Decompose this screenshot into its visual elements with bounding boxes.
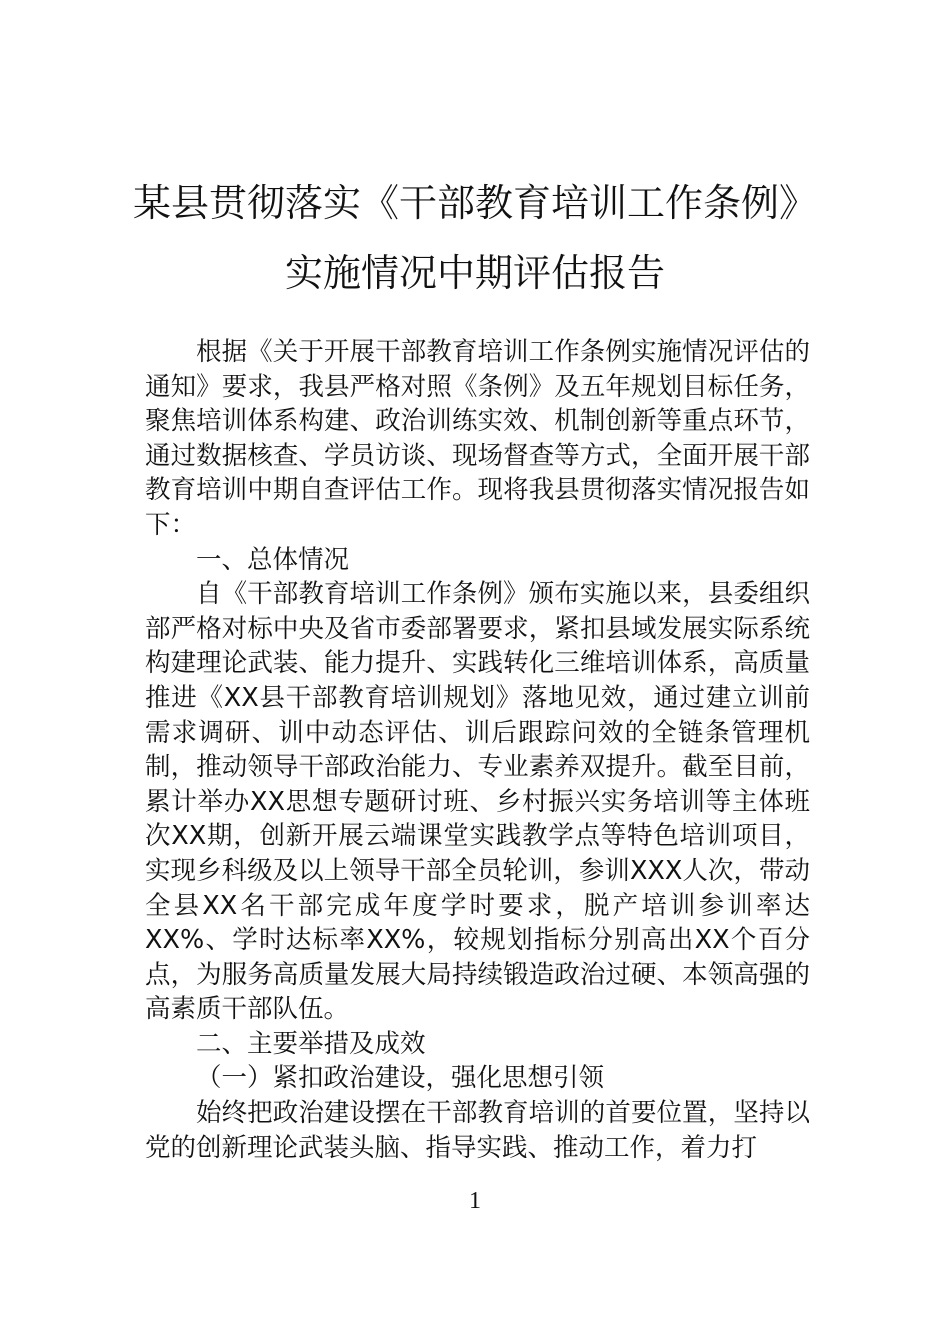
political-paragraph: 始终把政治建设摆在干部教育培训的首要位置，坚持以党的创新理论武装头脑、指导实践、推动工作，着力打 (145, 1098, 810, 1163)
subsection-heading-political: （一）紧扣政治建设，强化思想引领 (196, 1063, 605, 1094)
overview-paragraph: 自《干部教育培训工作条例》颁布实施以来，县委组织部严格对标中央及省市委部署要求，紧扣县域发展实际系统构建理论武装、能力提升、实践转化三维培训体系，高质量推进《XX县干部教育培训规划》落地见效，通过建立训前需求调研、训中动态评估、训后跟踪问效的全链条管理机制，推动领导干部政治能力、专业素养双提升。截至目前，累计举办XX思想专题研讨班、乡村振兴实务培训等主体班次XX期，创新开展云端课堂实践教学点等特色培训项目，实现乡科级及以上领导干部全员轮训，参训XXX人次，带动全县XX名干部完成年度学时要求，脱产培训参训率达XX%、学时达标率XX%，较规划指标分别高出XX个百分点，为服务高质量发展大局持续锻造政治过硬、本领高强的高素质干部队伍。 (145, 579, 810, 1025)
document-title-line-1: 某县贯彻落实《干部教育培训工作条例》 (132, 181, 817, 225)
page-number: 1 (469, 1188, 481, 1214)
section-heading-overview: 一、总体情况 (196, 544, 350, 575)
intro-paragraph: 根据《关于开展干部教育培训工作条例实施情况评估的通知》要求，我县严格对照《条例》及五年规划目标任务，聚焦培训体系构建、政治训练实效、机制创新等重点环节，通过数据核查、学员访谈、现场督查等方式，全面开展干部教育培训中期自查评估工作。现将我县贯彻落实情况报告如下： (145, 337, 810, 540)
section-heading-measures: 二、主要举措及成效 (196, 1028, 426, 1059)
document-title-line-2: 实施情况中期评估报告 (284, 251, 665, 295)
document-body (145, 335, 810, 1165)
